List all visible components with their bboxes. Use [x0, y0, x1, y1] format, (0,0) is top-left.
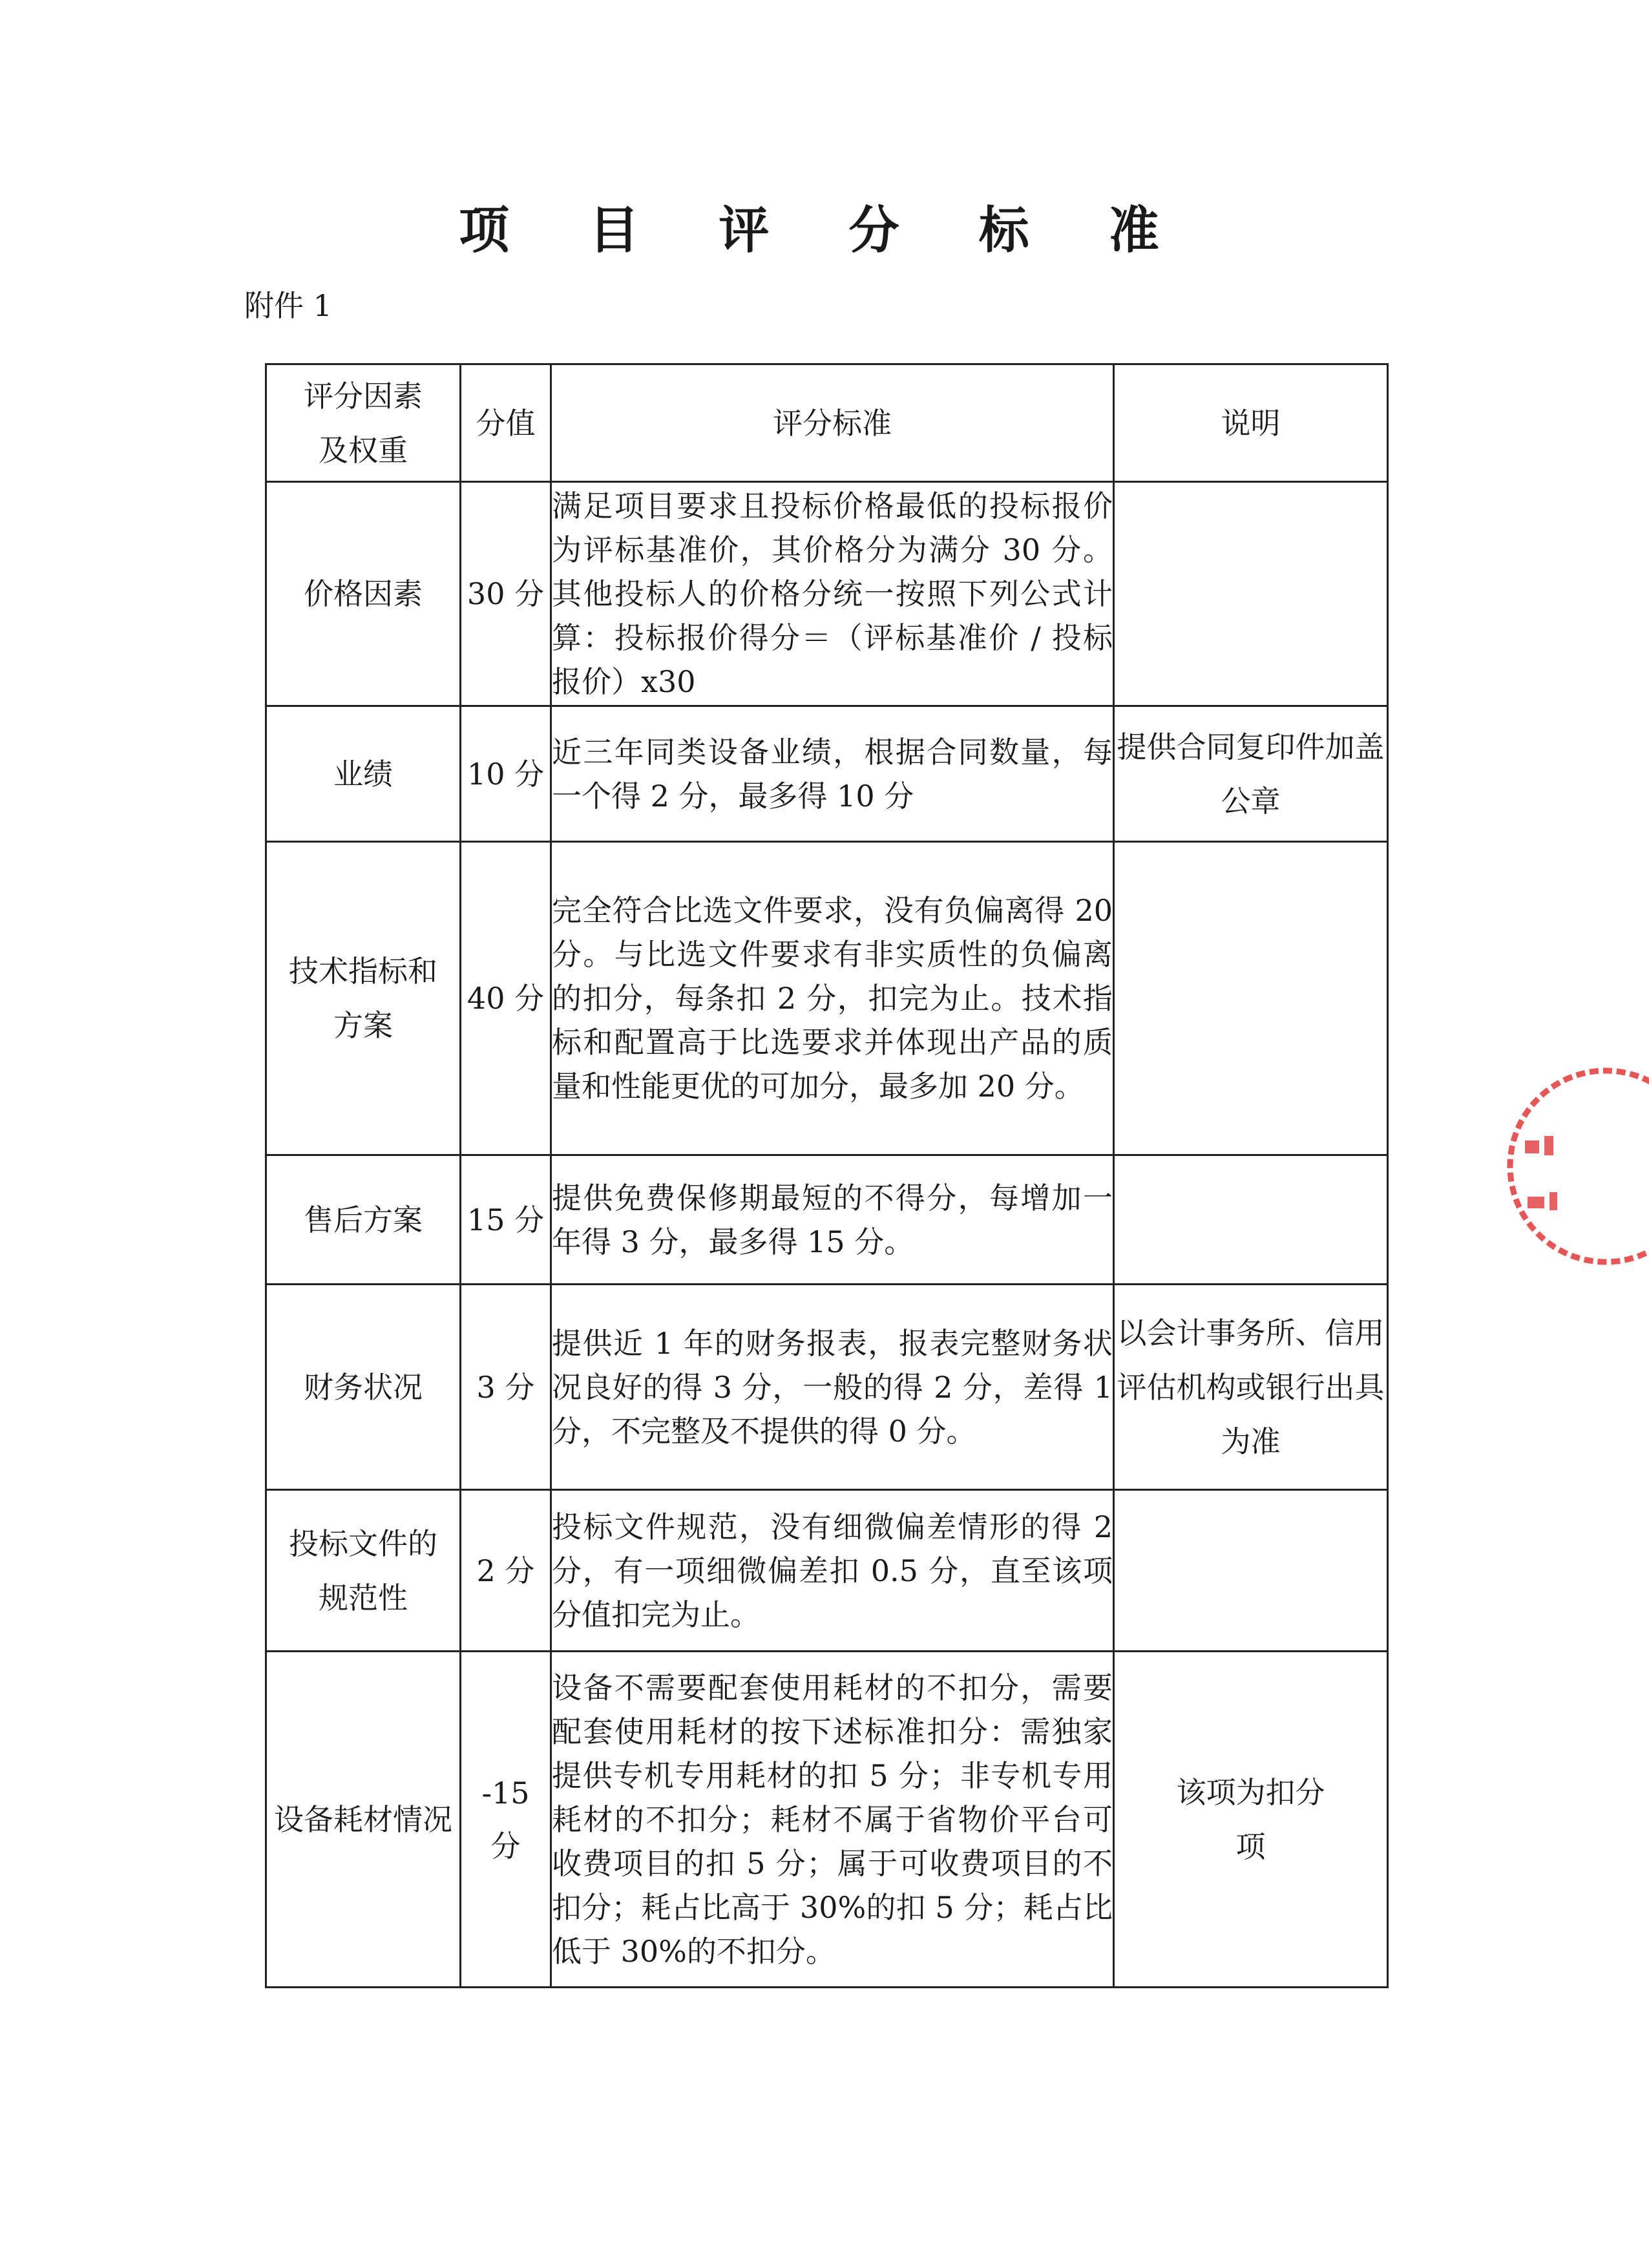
row-criteria: 完全符合比选文件要求，没有负偏离得 20 分。与比选文件要求有非实质性的负偏离的扣分，每条扣 2 分，扣完为止。技术指标和配置高于比选要求并体现出产品的质量和性能更优的可加分，最多加 20 分。: [551, 842, 1114, 1155]
row-criteria: 投标文件规范，没有细微偏差情形的得 2 分，有一项细微偏差扣 0.5 分，直至该项分值扣完为止。: [551, 1490, 1114, 1652]
row-note: 以会计事务所、信用评估机构或银行出具为准: [1114, 1285, 1388, 1490]
row-note: [1114, 842, 1388, 1155]
row-factor: 技术指标和方案: [266, 842, 461, 1155]
row-factor: 设备耗材情况: [266, 1652, 461, 1988]
table-row: [266, 1155, 1388, 1285]
row-note: 提供合同复印件加盖公章: [1114, 706, 1388, 842]
row-factor: 价格因素: [266, 482, 461, 706]
table-row: [266, 482, 1388, 706]
seal-stamp: [1499, 1060, 1649, 1273]
table-header-row: [266, 364, 1388, 482]
row-note: [1114, 482, 1388, 706]
header-note: 说明: [1114, 364, 1388, 482]
row-value: 30 分: [461, 482, 551, 706]
row-value: 3 分: [461, 1285, 551, 1490]
row-criteria: 设备不需要配套使用耗材的不扣分，需要配套使用耗材的按下述标准扣分：需独家提供专机专用耗材的扣 5 分；非专机专用耗材的不扣分；耗材不属于省物价平台可收费项目的扣 5 分；属于可收费项目的不扣分；耗占比高于 30%的扣 5 分；耗占比低于 30%的不扣分。: [551, 1652, 1114, 1988]
table-row: [266, 706, 1388, 842]
stamp-ring: [1510, 1071, 1649, 1262]
row-factor: 财务状况: [266, 1285, 461, 1490]
table-row: [266, 1285, 1388, 1490]
row-factor: 业绩: [266, 706, 461, 842]
table-row: [266, 1490, 1388, 1652]
annex-label: 附件 1: [244, 288, 332, 323]
row-note: 该项为扣分项: [1114, 1652, 1388, 1988]
table-row: [266, 842, 1388, 1155]
page-title: 项 目 评 分 标 准: [459, 201, 1190, 260]
header-factor: 评分因素及权重: [266, 364, 461, 482]
row-value: 2 分: [461, 1490, 551, 1652]
row-note: [1114, 1490, 1388, 1652]
row-value: -15 分: [461, 1652, 551, 1988]
table-row: [266, 1652, 1388, 1988]
scoring-table: [265, 363, 1389, 1988]
row-factor: 售后方案: [266, 1155, 461, 1285]
row-criteria: 满足项目要求且投标价格最低的投标报价为评标基准价，其价格分为满分 30 分。其他投标人的价格分统一按照下列公式计算：投标报价得分＝（评标基准价 / 投标报价）x30: [551, 482, 1114, 706]
row-note: [1114, 1155, 1388, 1285]
header-criteria: 评分标准: [551, 364, 1114, 482]
row-factor: 投标文件的规范性: [266, 1490, 461, 1652]
header-value: 分值: [461, 364, 551, 482]
row-value: 40 分: [461, 842, 551, 1155]
row-criteria: 近三年同类设备业绩，根据合同数量，每一个得 2 分，最多得 10 分: [551, 706, 1114, 842]
row-criteria: 提供近 1 年的财务报表，报表完整财务状况良好的得 3 分，一般的得 2 分，差得 1 分，不完整及不提供的得 0 分。: [551, 1285, 1114, 1490]
row-value: 15 分: [461, 1155, 551, 1285]
stamp-marks: [1525, 1136, 1557, 1210]
row-criteria: 提供免费保修期最短的不得分，每增加一年得 3 分，最多得 15 分。: [551, 1155, 1114, 1285]
row-value: 10 分: [461, 706, 551, 842]
